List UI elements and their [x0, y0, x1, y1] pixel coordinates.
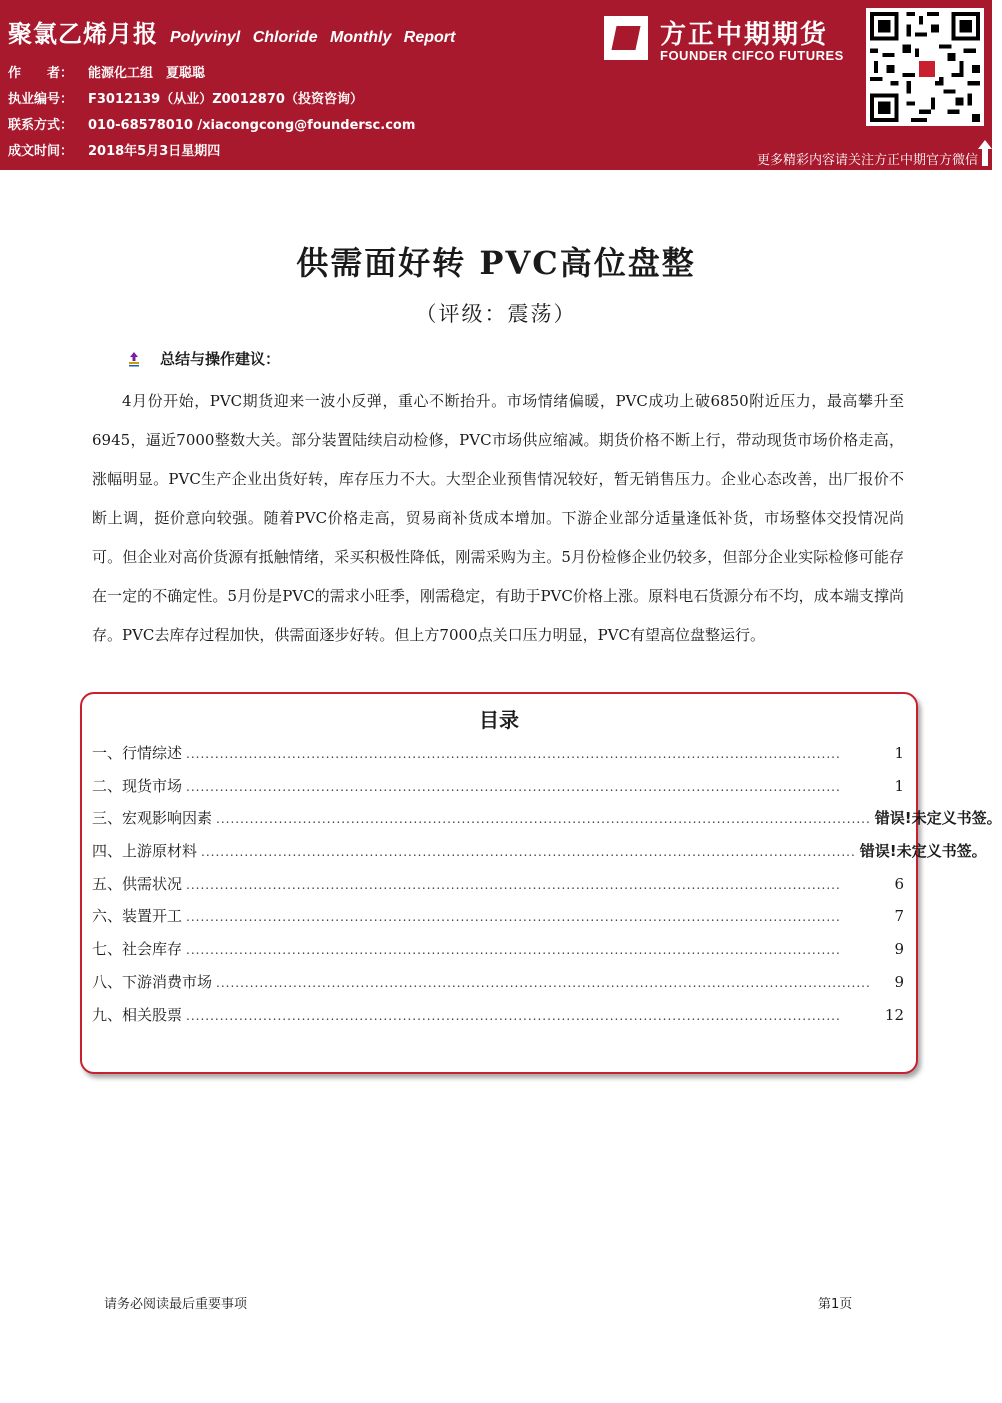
logo-name-cn: 方正中期期货	[660, 20, 829, 50]
summary-heading	[126, 348, 280, 369]
toc-item-page: 6	[894, 874, 904, 893]
toc-item-spot-market[interactable]: 二、现货市场 ........................................................................................................................................ 1	[92, 776, 904, 795]
toc-item-page: 7	[894, 907, 904, 926]
toc-item-label: 九、相关股票	[92, 1005, 183, 1024]
meta-date: 成文时间： 2018年5月3日星期四	[8, 144, 221, 159]
toc-item-related-stocks[interactable]: 九、相关股票 ........................................................................................................................................ 12	[92, 1005, 904, 1024]
toc-item-downstream-market[interactable]: 八、下游消费市场 ........................................................................................................................................ 9	[92, 972, 904, 991]
page-number: 第1页	[818, 1297, 853, 1312]
toc-item-page: 12	[884, 1005, 904, 1024]
toc-item-market-overview[interactable]: 一、行情综述 ........................................................................................................................................ 1	[92, 744, 904, 762]
toc-item-page: 错误!未定义书签。	[874, 809, 1002, 828]
toc-item-page: 1	[894, 744, 904, 762]
toc-item-label: 一、行情综述	[92, 744, 183, 762]
logo-mark-icon	[604, 16, 648, 60]
logo-name-en: FOUNDER CIFCO FUTURES	[660, 48, 844, 63]
wechat-qr-code-icon	[866, 8, 984, 126]
toc-item-label: 二、现货市场	[92, 776, 183, 795]
toc-title: 目录	[479, 708, 519, 732]
bullet-arrow-icon	[126, 351, 142, 367]
toc-item-label: 八、下游消费市场	[92, 972, 213, 991]
toc-item-label: 三、宏观影响因素	[92, 809, 213, 828]
report-series-title	[8, 14, 455, 52]
toc-item-supply-demand[interactable]: 五、供需状况 ........................................................................................................................................ 6	[92, 874, 904, 893]
summary-paragraph: 4月份开始，PVC期货迎来一波小反弹，重心不断抬升。市场情绪偏暖，PVC成功上破6850附近压力，最高攀升至6945，逼近7000整数大关。部分装置陆续启动检修，PVC市场供应缩减。期货价格不断上行，带动现货市场价格走高，涨幅明显。PVC生产企业出货好转，库存压力不大。大型企业预售情况较好，暂无销售压力。企业心态改善，出厂报价不断上调，挺价意向较强。随着PVC价格走高，贸易商补货成本增加。下游企业部分适量逢低补货，市场整体交投情况尚可。但企业对高价货源有抵触情绪，采买积极性降低，刚需采购为主。5月份检修企业仍较多，但部分企业实际检修可能存在一定的不确定性。5月份是PVC的需求小旺季，刚需稳定，有助于PVC价格上涨。原料电石货源分布不均，成本端支撑尚存。PVC去库存过程加快，供需面逐步好转。但上方7000点关口压力明显，PVC有望高位盘整运行。	[92, 392, 904, 644]
footer-notice: 请务必阅读最后重要事项	[104, 1297, 248, 1312]
toc-item-label: 七、社会库存	[92, 940, 183, 959]
toc-item-macro-factors[interactable]: 三、宏观影响因素 ........................................................................................................................................ 错误!未定义书签。	[92, 809, 1002, 828]
meta-contact: 联系方式： 010-68578010 /xiacongcong@foundersc.com	[8, 118, 416, 133]
toc-item-page: 1	[894, 776, 904, 795]
arrow-up-icon	[978, 140, 992, 166]
meta-license: 执业编号： F3012139（从业）Z0012870（投资咨询）	[8, 92, 363, 107]
report-header	[0, 0, 992, 170]
meta-author: 作 者： 能源化工组 夏聪聪	[8, 66, 206, 81]
table-of-contents	[80, 692, 1002, 1074]
toc-item-label: 五、供需状况	[92, 874, 183, 893]
toc-item-label: 四、上游原材料	[92, 842, 198, 861]
series-title-en: Polyvinyl Chloride Monthly Report	[170, 29, 456, 46]
toc-list	[92, 742, 1002, 1036]
company-logo	[604, 14, 854, 66]
series-title-cn: 聚氯乙烯月报	[8, 20, 158, 48]
report-title: 供需面好转 PVC高位盘整	[296, 244, 696, 282]
toc-item-page: 错误!未定义书签。	[859, 842, 987, 861]
wechat-follow-note: 更多精彩内容请关注方正中期官方微信	[756, 153, 978, 168]
report-rating: （评级：震荡）	[415, 302, 577, 326]
toc-item-page: 9	[894, 972, 904, 991]
summary-heading-text: 总结与操作建议：	[160, 350, 281, 368]
toc-item-upstream-materials[interactable]: 四、上游原材料 ........................................................................................................................................ 错误!未定义书签。	[92, 842, 987, 861]
toc-item-plant-operations[interactable]: 六、装置开工 ........................................................................................................................................ 7	[92, 907, 904, 926]
toc-item-social-inventory[interactable]: 七、社会库存 ........................................................................................................................................ 9	[92, 940, 904, 959]
toc-item-page: 9	[894, 940, 904, 959]
toc-item-label: 六、装置开工	[92, 907, 183, 926]
